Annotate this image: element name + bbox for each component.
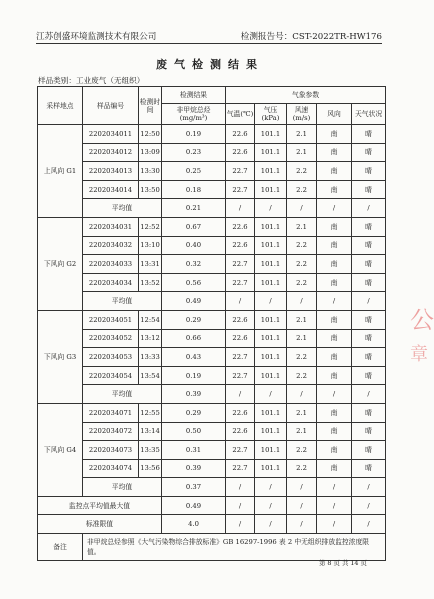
wind-speed: 2.1 bbox=[287, 143, 317, 162]
sample-id: 2202034013 bbox=[83, 162, 139, 181]
temperature: 22.7 bbox=[226, 162, 255, 181]
slash-cell: / bbox=[255, 496, 287, 515]
pressure: 101.1 bbox=[255, 143, 287, 162]
wind-direction: 南 bbox=[317, 422, 352, 441]
wind-speed: 2.2 bbox=[287, 255, 317, 274]
slash-cell: / bbox=[255, 199, 287, 218]
slash-cell: / bbox=[352, 385, 386, 404]
table-row bbox=[38, 366, 386, 385]
wind-direction: 南 bbox=[317, 255, 352, 274]
slash-cell: / bbox=[226, 496, 255, 515]
header-sample-id: 样品编号 bbox=[83, 87, 139, 125]
nmhc-value: 0.40 bbox=[162, 236, 226, 255]
weather: 晴 bbox=[352, 366, 386, 385]
header-sky: 天气状况 bbox=[352, 104, 386, 125]
temperature: 22.6 bbox=[226, 310, 255, 329]
header-weather: 气象参数 bbox=[226, 87, 386, 104]
wind-speed: 2.1 bbox=[287, 403, 317, 422]
sample-time: 12:55 bbox=[139, 403, 162, 422]
sample-id: 2202034032 bbox=[83, 236, 139, 255]
slash-cell: / bbox=[352, 515, 386, 534]
slash-cell: / bbox=[317, 478, 352, 497]
note-text: 非甲烷总烃参照《大气污染物综合排放标准》GB 16297-1996 表 2 中无组织排放监控浓度限值。 bbox=[83, 534, 386, 561]
temperature: 22.7 bbox=[226, 273, 255, 292]
sample-id: 2202034031 bbox=[83, 217, 139, 236]
nmhc-value: 0.25 bbox=[162, 162, 226, 181]
temperature: 22.6 bbox=[226, 236, 255, 255]
nmhc-value: 0.50 bbox=[162, 422, 226, 441]
wind-speed: 2.2 bbox=[287, 162, 317, 181]
weather: 晴 bbox=[352, 180, 386, 199]
slash-cell: / bbox=[226, 385, 255, 404]
pressure: 101.1 bbox=[255, 329, 287, 348]
average-value: 0.37 bbox=[162, 478, 226, 497]
nmhc-value: 0.29 bbox=[162, 310, 226, 329]
header-pressure: 气压(kPa) bbox=[255, 104, 287, 125]
average-value: 0.49 bbox=[162, 292, 226, 311]
slash-cell: / bbox=[226, 515, 255, 534]
nmhc-value: 0.67 bbox=[162, 217, 226, 236]
temperature: 22.6 bbox=[226, 403, 255, 422]
nmhc-value: 0.39 bbox=[162, 459, 226, 478]
sample-id: 2202034014 bbox=[83, 180, 139, 199]
slash-cell: / bbox=[287, 292, 317, 311]
header-divider bbox=[36, 43, 382, 44]
site-label: 下风向 G4 bbox=[38, 403, 83, 496]
sample-id: 2202034053 bbox=[83, 348, 139, 367]
slash-cell: / bbox=[317, 199, 352, 218]
nmhc-value: 0.43 bbox=[162, 348, 226, 367]
report-number: 检测报告号：CST-2022TR-HW176 bbox=[240, 32, 382, 42]
slash-cell: / bbox=[317, 515, 352, 534]
nmhc-value: 0.19 bbox=[162, 125, 226, 144]
average-label: 平均值 bbox=[83, 478, 162, 497]
slash-cell: / bbox=[226, 292, 255, 311]
sample-time: 13:09 bbox=[139, 143, 162, 162]
weather: 晴 bbox=[352, 422, 386, 441]
sample-time: 13:52 bbox=[139, 273, 162, 292]
weather: 晴 bbox=[352, 441, 386, 460]
weather: 晴 bbox=[352, 255, 386, 274]
sample-category: 样品类别：工业废气（无组织） bbox=[38, 76, 145, 85]
table-row bbox=[38, 143, 386, 162]
slash-cell: / bbox=[287, 496, 317, 515]
wind-direction: 南 bbox=[317, 459, 352, 478]
pressure: 101.1 bbox=[255, 403, 287, 422]
slash-cell: / bbox=[287, 515, 317, 534]
wind-speed: 2.1 bbox=[287, 329, 317, 348]
temperature: 22.6 bbox=[226, 422, 255, 441]
sample-id: 2202034052 bbox=[83, 329, 139, 348]
pressure: 101.1 bbox=[255, 162, 287, 181]
wind-direction: 南 bbox=[317, 441, 352, 460]
sample-id: 2202034072 bbox=[83, 422, 139, 441]
wind-speed: 2.1 bbox=[287, 125, 317, 144]
wind-direction: 南 bbox=[317, 273, 352, 292]
wind-direction: 南 bbox=[317, 310, 352, 329]
page-title: 废气检测结果 bbox=[156, 58, 264, 71]
wind-speed: 2.2 bbox=[287, 366, 317, 385]
sample-time: 12:52 bbox=[139, 217, 162, 236]
wind-direction: 南 bbox=[317, 162, 352, 181]
slash-cell: / bbox=[317, 496, 352, 515]
table-row bbox=[38, 403, 386, 422]
sample-id: 2202034034 bbox=[83, 273, 139, 292]
nmhc-value: 0.18 bbox=[162, 180, 226, 199]
slash-cell: / bbox=[287, 478, 317, 497]
header-time: 检测时间 bbox=[139, 87, 162, 125]
weather: 晴 bbox=[352, 162, 386, 181]
sample-id: 2202034054 bbox=[83, 366, 139, 385]
table-row bbox=[38, 236, 386, 255]
sample-id: 2202034074 bbox=[83, 459, 139, 478]
average-row bbox=[38, 199, 386, 218]
nmhc-value: 0.23 bbox=[162, 143, 226, 162]
wind-speed: 2.2 bbox=[287, 236, 317, 255]
wind-speed: 2.2 bbox=[287, 273, 317, 292]
temperature: 22.7 bbox=[226, 366, 255, 385]
wind-direction: 南 bbox=[317, 403, 352, 422]
weather: 晴 bbox=[352, 310, 386, 329]
pressure: 101.1 bbox=[255, 459, 287, 478]
slash-cell: / bbox=[255, 385, 287, 404]
table-row bbox=[38, 441, 386, 460]
average-row bbox=[38, 478, 386, 497]
page-number: 第 8 页 共 14 页 bbox=[319, 559, 367, 567]
slash-cell: / bbox=[226, 199, 255, 218]
pressure: 101.1 bbox=[255, 310, 287, 329]
temperature: 22.7 bbox=[226, 255, 255, 274]
slash-cell: / bbox=[352, 496, 386, 515]
limit-value: 4.0 bbox=[162, 515, 226, 534]
sample-time: 12:50 bbox=[139, 125, 162, 144]
average-label: 平均值 bbox=[83, 385, 162, 404]
table-row bbox=[38, 348, 386, 367]
slash-cell: / bbox=[287, 385, 317, 404]
stamp-fragment: 公 bbox=[410, 306, 434, 334]
table-row bbox=[38, 217, 386, 236]
table-row bbox=[38, 255, 386, 274]
temperature: 22.7 bbox=[226, 348, 255, 367]
sample-time: 13:30 bbox=[139, 162, 162, 181]
header-site: 采样地点 bbox=[38, 87, 83, 125]
sample-time: 13:50 bbox=[139, 180, 162, 199]
wind-speed: 2.2 bbox=[287, 441, 317, 460]
nmhc-value: 0.66 bbox=[162, 329, 226, 348]
sample-id: 2202034011 bbox=[83, 125, 139, 144]
pressure: 101.1 bbox=[255, 180, 287, 199]
weather: 晴 bbox=[352, 143, 386, 162]
weather: 晴 bbox=[352, 217, 386, 236]
average-value: 0.21 bbox=[162, 199, 226, 218]
pressure: 101.1 bbox=[255, 366, 287, 385]
nmhc-value: 0.56 bbox=[162, 273, 226, 292]
slash-cell: / bbox=[255, 515, 287, 534]
pressure: 101.1 bbox=[255, 255, 287, 274]
temperature: 22.6 bbox=[226, 329, 255, 348]
sample-time: 13:54 bbox=[139, 366, 162, 385]
table-row bbox=[38, 180, 386, 199]
nmhc-value: 0.32 bbox=[162, 255, 226, 274]
wind-direction: 南 bbox=[317, 348, 352, 367]
header-wind-speed: 风速(m/s) bbox=[287, 104, 317, 125]
temperature: 22.7 bbox=[226, 441, 255, 460]
sample-time: 13:56 bbox=[139, 459, 162, 478]
weather: 晴 bbox=[352, 125, 386, 144]
limit-label: 标准限值 bbox=[38, 515, 162, 534]
slash-cell: / bbox=[226, 478, 255, 497]
pressure: 101.1 bbox=[255, 441, 287, 460]
nmhc-unit: (mg/m³) bbox=[179, 114, 208, 122]
slash-cell: / bbox=[287, 199, 317, 218]
temperature: 22.7 bbox=[226, 459, 255, 478]
header-wind-dir: 风向 bbox=[317, 104, 352, 125]
nmhc-value: 0.19 bbox=[162, 366, 226, 385]
wind-direction: 南 bbox=[317, 125, 352, 144]
wind-direction: 南 bbox=[317, 143, 352, 162]
wind-direction: 南 bbox=[317, 366, 352, 385]
header-result: 检测结果 bbox=[162, 87, 226, 104]
average-row bbox=[38, 385, 386, 404]
pressure: 101.1 bbox=[255, 236, 287, 255]
sample-time: 13:31 bbox=[139, 255, 162, 274]
wind-direction: 南 bbox=[317, 217, 352, 236]
site-label: 上风向 G1 bbox=[38, 125, 83, 218]
nmhc-value: 0.29 bbox=[162, 403, 226, 422]
sample-id: 2202034071 bbox=[83, 403, 139, 422]
pressure: 101.1 bbox=[255, 273, 287, 292]
wind-direction: 南 bbox=[317, 180, 352, 199]
temperature: 22.7 bbox=[226, 180, 255, 199]
average-row bbox=[38, 292, 386, 311]
pressure: 101.1 bbox=[255, 217, 287, 236]
wind-speed: 2.1 bbox=[287, 422, 317, 441]
wind-speed: 2.2 bbox=[287, 348, 317, 367]
note-label: 备注 bbox=[38, 534, 83, 561]
slash-cell: / bbox=[317, 385, 352, 404]
temperature: 22.6 bbox=[226, 143, 255, 162]
nmhc-value: 0.31 bbox=[162, 441, 226, 460]
table-row bbox=[38, 329, 386, 348]
sample-time: 12:54 bbox=[139, 310, 162, 329]
table-row bbox=[38, 273, 386, 292]
average-label: 平均值 bbox=[83, 292, 162, 311]
header-nmhc bbox=[162, 104, 226, 125]
sample-id: 2202034012 bbox=[83, 143, 139, 162]
weather: 晴 bbox=[352, 329, 386, 348]
sample-id: 2202034073 bbox=[83, 441, 139, 460]
weather: 晴 bbox=[352, 459, 386, 478]
stamp-fragment: 章 bbox=[410, 344, 428, 365]
table-row bbox=[38, 310, 386, 329]
results-table bbox=[37, 86, 386, 561]
weather: 晴 bbox=[352, 403, 386, 422]
weather: 晴 bbox=[352, 273, 386, 292]
table-row bbox=[38, 125, 386, 144]
table-row bbox=[38, 162, 386, 181]
wind-speed: 2.1 bbox=[287, 217, 317, 236]
site-label: 下风向 G3 bbox=[38, 310, 83, 403]
table-row bbox=[38, 459, 386, 478]
pressure: 101.1 bbox=[255, 348, 287, 367]
sample-time: 13:33 bbox=[139, 348, 162, 367]
average-label: 平均值 bbox=[83, 199, 162, 218]
sample-time: 13:14 bbox=[139, 422, 162, 441]
temperature: 22.6 bbox=[226, 125, 255, 144]
header-temp: 气温(℃) bbox=[226, 104, 255, 125]
wind-speed: 2.2 bbox=[287, 180, 317, 199]
wind-direction: 南 bbox=[317, 236, 352, 255]
weather: 晴 bbox=[352, 348, 386, 367]
sample-time: 13:12 bbox=[139, 329, 162, 348]
company-name: 江苏创盛环境监测技术有限公司 bbox=[36, 32, 157, 42]
max-label: 监控点平均值最大值 bbox=[38, 496, 162, 515]
weather: 晴 bbox=[352, 236, 386, 255]
temperature: 22.6 bbox=[226, 217, 255, 236]
sample-time: 13:10 bbox=[139, 236, 162, 255]
table-row bbox=[38, 422, 386, 441]
pressure: 101.1 bbox=[255, 422, 287, 441]
slash-cell: / bbox=[352, 199, 386, 218]
wind-direction: 南 bbox=[317, 329, 352, 348]
slash-cell: / bbox=[352, 478, 386, 497]
pressure: 101.1 bbox=[255, 125, 287, 144]
nmhc-label: 非甲烷总烃 bbox=[176, 106, 211, 114]
sample-id: 2202034033 bbox=[83, 255, 139, 274]
slash-cell: / bbox=[317, 292, 352, 311]
slash-cell: / bbox=[352, 292, 386, 311]
wind-speed: 2.2 bbox=[287, 459, 317, 478]
max-value: 0.49 bbox=[162, 496, 226, 515]
slash-cell: / bbox=[255, 478, 287, 497]
sample-time: 13:35 bbox=[139, 441, 162, 460]
wind-speed: 2.1 bbox=[287, 310, 317, 329]
slash-cell: / bbox=[255, 292, 287, 311]
sample-id: 2202034051 bbox=[83, 310, 139, 329]
site-label: 下风向 G2 bbox=[38, 217, 83, 310]
average-value: 0.39 bbox=[162, 385, 226, 404]
